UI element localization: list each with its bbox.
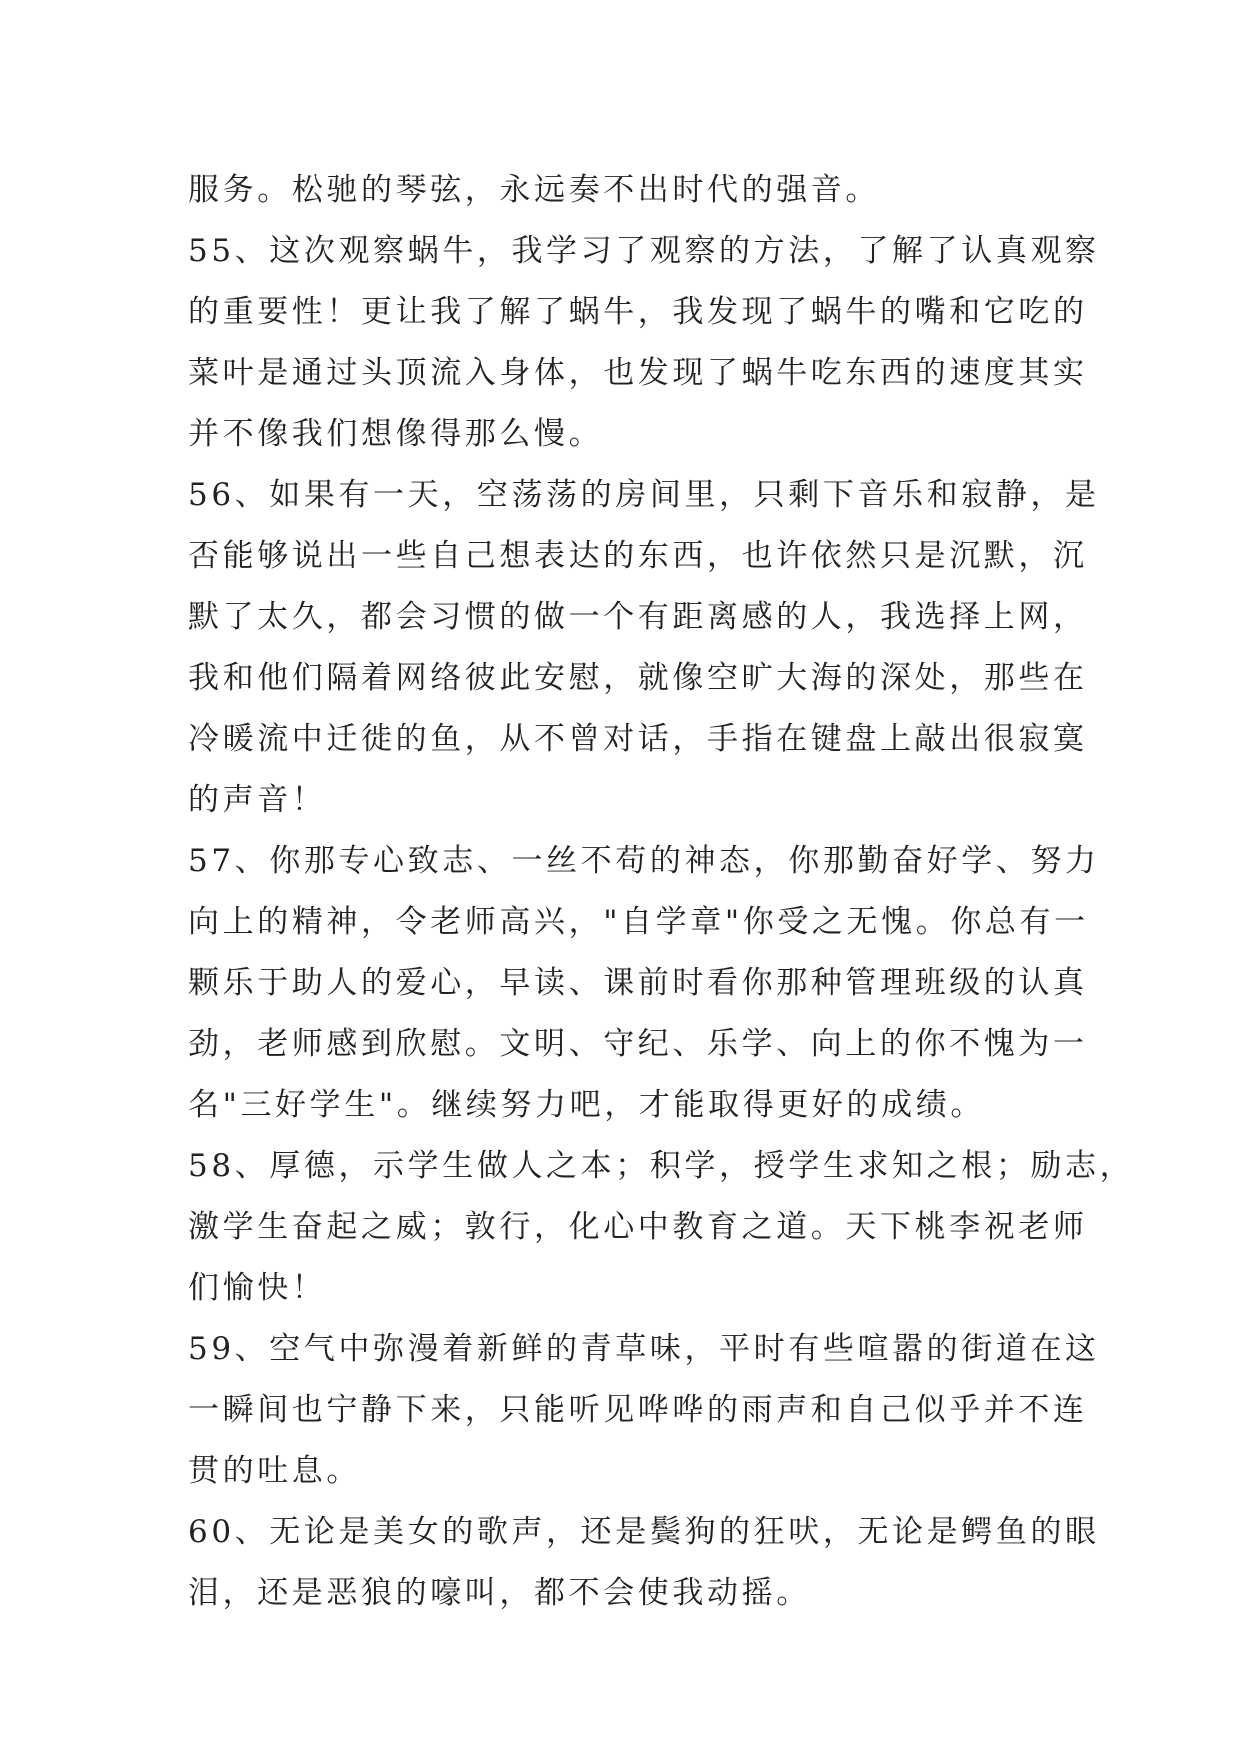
text-line: 55、这次观察蜗牛，我学习了观察的方法，了解了认真观察 <box>188 233 1100 269</box>
text-line: 服务。松驰的琴弦，永远奏不出时代的强音。 <box>188 172 880 208</box>
text-line: 名"三好学生"。继续努力吧，才能取得更好的成绩。 <box>188 1087 985 1123</box>
text-line: 劲，老师感到欣慰。文明、守纪、乐学、向上的你不愧为一 <box>188 1026 1088 1062</box>
text-line: 默了太久，都会习惯的做一个有距离感的人，我选择上网， <box>188 599 1088 635</box>
text-line: 激学生奋起之威；敦行，化心中教育之道。天下桃李祝老师 <box>188 1209 1088 1245</box>
text-line: 的重要性！更让我了解了蜗牛，我发现了蜗牛的嘴和它吃的 <box>188 294 1088 330</box>
text-line: 菜叶是通过头顶流入身体，也发现了蜗牛吃东西的速度其实 <box>188 355 1088 391</box>
text-line: 向上的精神，令老师高兴，"自学章"你受之无愧。你总有一 <box>188 904 1089 940</box>
text-line: 56、如果有一天，空荡荡的房间里，只剩下音乐和寂静，是 <box>188 477 1100 513</box>
text-line: 一瞬间也宁静下来，只能听见哗哗的雨声和自己似乎并不连 <box>188 1392 1088 1428</box>
text-line: 59、空气中弥漫着新鲜的青草味，平时有些喧嚣的街道在这 <box>188 1331 1100 1367</box>
text-line: 贯的吐息。 <box>188 1453 361 1489</box>
text-line: 否能够说出一些自己想表达的东西，也许依然只是沉默，沉 <box>188 538 1088 574</box>
body-text <box>188 160 1135 1624</box>
text-line: 的声音！ <box>188 782 327 818</box>
text-line: 并不像我们想像得那么慢。 <box>188 416 604 452</box>
text-line: 58、厚德，示学生做人之本；积学，授学生求知之根；励志， <box>188 1148 1135 1184</box>
text-line: 们愉快！ <box>188 1270 327 1306</box>
text-line: 冷暖流中迁徙的鱼，从不曾对话，手指在键盘上敲出很寂寞 <box>188 721 1088 757</box>
text-line: 泪，还是恶狼的嚎叫，都不会使我动摇。 <box>188 1575 811 1611</box>
text-line: 颗乐于助人的爱心，早读、课前时看你那种管理班级的认真 <box>188 965 1088 1001</box>
text-line: 60、无论是美女的歌声，还是鬓狗的狂吠，无论是鳄鱼的眼 <box>188 1514 1100 1550</box>
text-line: 57、你那专心致志、一丝不苟的神态，你那勤奋好学、努力 <box>188 843 1100 879</box>
text-line: 我和他们隔着网络彼此安慰，就像空旷大海的深处，那些在 <box>188 660 1088 696</box>
